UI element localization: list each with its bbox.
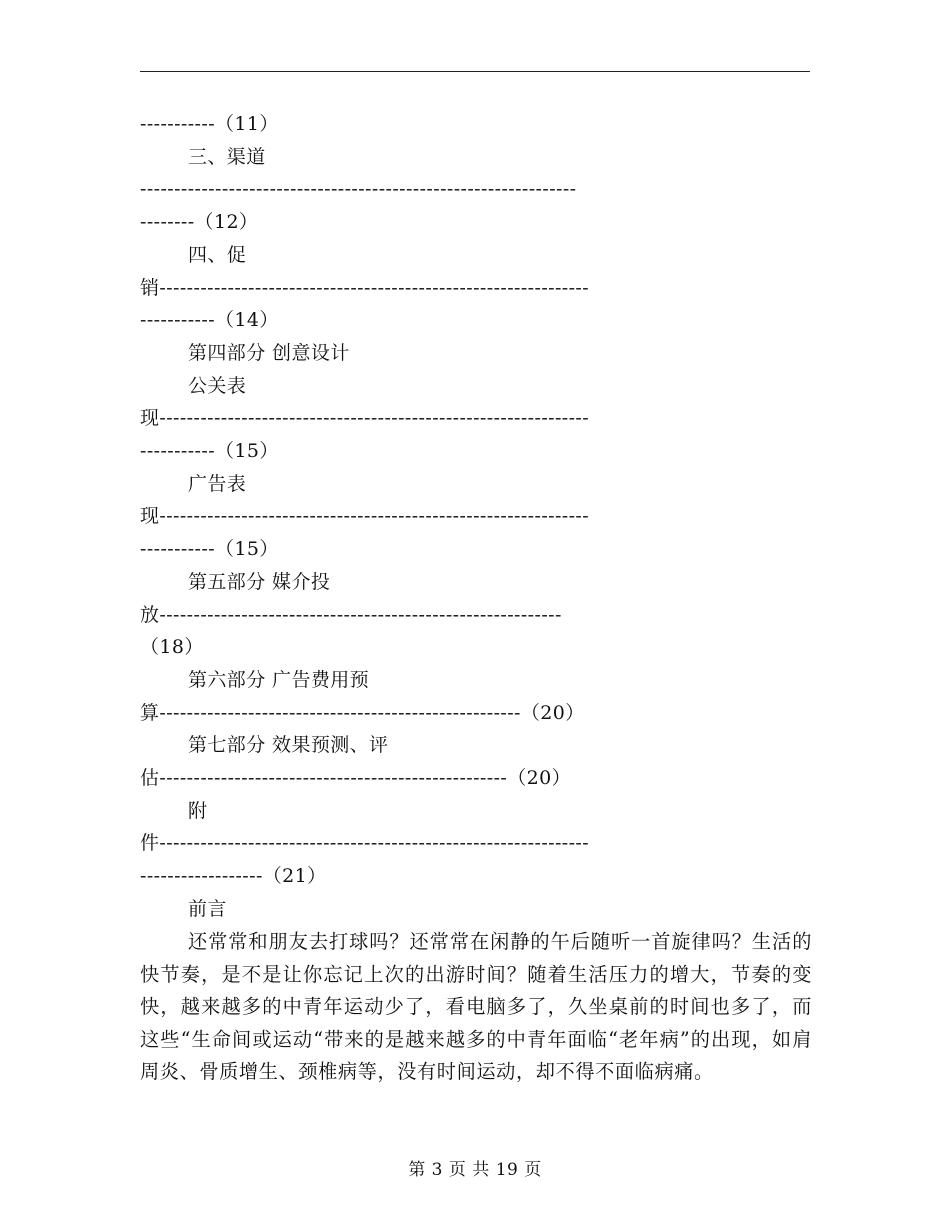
page-footer: 第 3 页 共 19 页 [408, 1160, 542, 1180]
toc-line: 广告表 [188, 472, 247, 495]
toc-line: 前言 [188, 897, 227, 920]
toc-line: -----------（11） [140, 113, 279, 135]
toc-line: 三、渠道 [188, 145, 266, 168]
header-rule [140, 71, 810, 72]
toc-line: 算-----------------------------------------------------（20） [140, 701, 585, 724]
toc-line: -----------（15） [140, 538, 279, 561]
toc-line: 第七部分 效果预测、评 [188, 734, 389, 757]
toc-line: ------------------（21） [140, 865, 327, 888]
toc-line: 销--------------------------------------------------------------- [140, 276, 590, 299]
toc-line: 件--------------------------------------------------------------- [140, 832, 590, 855]
toc-line: --------（12） [140, 211, 259, 234]
toc-line: 现--------------------------------------------------------------- [140, 407, 590, 430]
toc-line: -----------（15） [140, 440, 279, 462]
toc-line: 附 [188, 799, 208, 822]
toc-line: 第四部分 创意设计 [188, 341, 350, 364]
toc-line: （18） [140, 636, 204, 659]
toc-line: 估---------------------------------------------------（20） [140, 767, 571, 789]
toc-line: 第六部分 广告费用预 [188, 668, 370, 691]
toc-line: 四、促 [188, 243, 247, 266]
toc-line: 现--------------------------------------------------------------- [140, 505, 590, 528]
toc-line: 放----------------------------------------------------------- [140, 603, 562, 626]
preface-paragraph: 还常常和朋友去打球吗？还常常在闲静的午后随听一首旋律吗？生活的快节奏，是不是让你忘记上次的出游时间？随着生活压力的增大，节奏的变快，越来越多的中青年运动少了，看电脑多了，久坐桌前的时间也多了，而这些“生命间或运动“带来的是越来越多的中青年面临“老年病”的出现，如肩周炎、骨质增生、颈椎病等，没有时间运动，却不得不面临病痛。 [140, 930, 812, 1084]
toc-line: 第五部分 媒介投 [188, 570, 331, 593]
toc-line: ---------------------------------------------------------------- [140, 178, 577, 201]
toc-line: -----------（14） [140, 309, 279, 332]
toc-line: 公关表 [188, 374, 247, 397]
